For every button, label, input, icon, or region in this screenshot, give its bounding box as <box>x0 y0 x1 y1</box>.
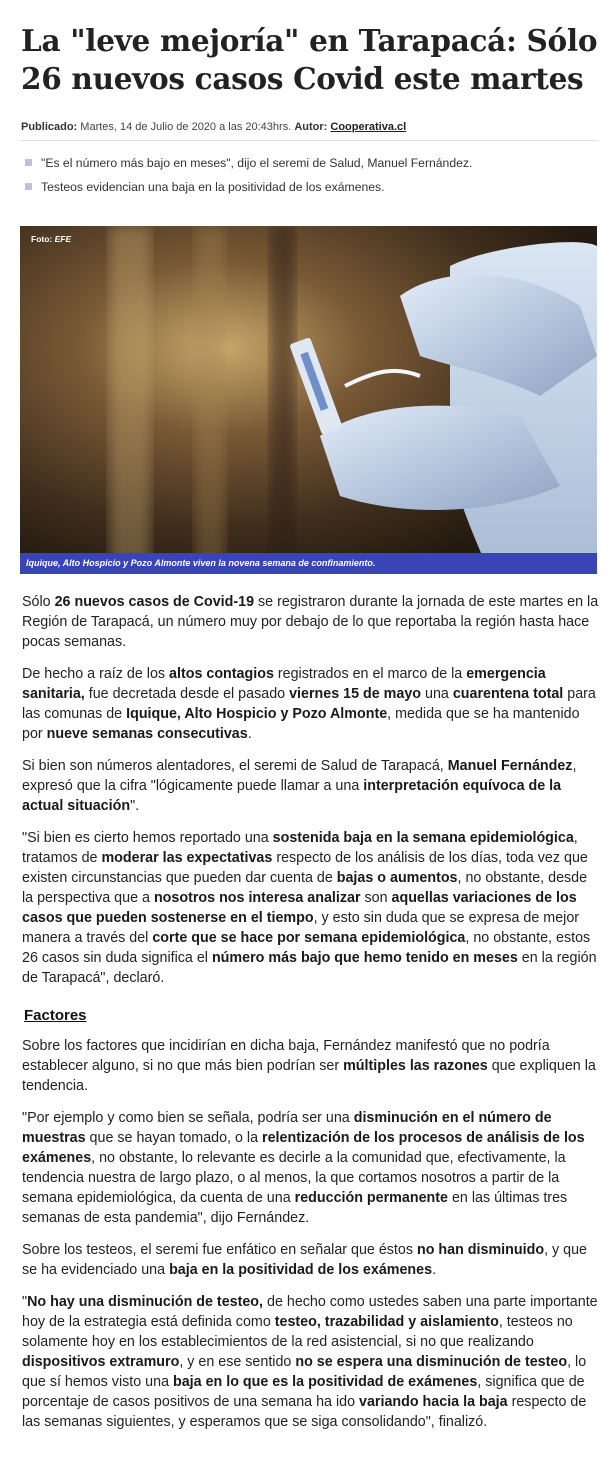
text-run: , significa que de porcentaje de casos positivos de una semana ha ido <box>22 1374 585 1410</box>
article-photo <box>20 226 597 574</box>
body-paragraphs-factores <box>22 1036 600 1432</box>
text-run: "Por ejemplo y como bien se señala, podría ser una <box>22 1110 354 1126</box>
section-heading: Factores <box>24 1007 87 1024</box>
bold-text: número más bajo que hemo tenido en meses <box>211 950 518 966</box>
body-paragraph <box>22 664 600 744</box>
bold-text: nueve semanas consecutivas <box>46 726 248 742</box>
text-run: son <box>360 890 392 906</box>
bold-text: sostenida baja en la semana epidemiológica <box>272 830 574 846</box>
text-run: registrados en el marco de la <box>273 666 467 682</box>
text-run: " <box>22 1294 28 1310</box>
bold-text: testeo, trazabilidad y aislamiento <box>274 1314 499 1330</box>
bold-text: no se espera una disminución de testeo <box>295 1354 568 1370</box>
summary-bullets <box>25 156 585 204</box>
text-run: , lo que sí hemos visto una <box>22 1354 587 1390</box>
text-run: . <box>247 726 252 742</box>
bold-text: múltiples las razones <box>343 1058 488 1074</box>
text-run: una <box>421 686 453 702</box>
bold-text: aquellas variaciones de los casos que pueden sostenerse en el tiempo <box>22 890 577 926</box>
bold-text: variando hacia la baja <box>359 1394 508 1410</box>
text-run: para las comunas de <box>22 686 596 722</box>
summary-bullet-text: "Es el número más bajo en meses", dijo el seremi de Salud, Manuel Fernández. <box>41 156 473 170</box>
bold-text: cuarentena total <box>452 686 564 702</box>
text-run: , expresó que la cifra "lógicamente puede llamar a una <box>22 758 577 794</box>
bold-text: dispositivos extramuro <box>22 1354 180 1370</box>
bold-text: altos contagios <box>169 666 274 682</box>
body-paragraph <box>22 1292 600 1432</box>
bold-text: interpretación equívoca de la actual situación <box>22 778 562 814</box>
text-run: , no obstante, estos 26 casos sin duda significa el <box>22 930 591 966</box>
bold-text: disminución en el número de muestras <box>22 1110 552 1146</box>
text-run: , y esto sin duda que se expresa de mejor manera a través del <box>22 910 580 946</box>
bold-text: bajas o aumentos <box>336 870 458 886</box>
photo-caption: Iquique, Alto Hospicio y Pozo Almonte viven la novena semana de confinamiento. <box>20 553 597 574</box>
text-run: respecto de los análisis de los días, toda vez que existen circunstancias que pueden dar cuenta de <box>22 850 588 886</box>
text-run: que expliquen la tendencia. <box>22 1058 596 1094</box>
body-paragraph <box>22 592 600 652</box>
summary-bullet <box>25 180 585 194</box>
bold-text: baja en la positividad de los exámenes <box>169 1262 433 1278</box>
summary-bullet <box>25 156 585 170</box>
text-run: . <box>432 1262 437 1278</box>
meta-divider <box>21 140 597 141</box>
text-run: Sobre los testeos, el seremi fue enfático en señalar que éstos <box>22 1242 417 1258</box>
text-run: en las últimas tres semanas de esta pandemia", dijo Fernández. <box>22 1190 568 1226</box>
text-run: se registraron durante la jornada de este martes en la Región de Tarapacá, un número muy por debajo de lo que reportaba la región hasta hace pocas semanas. <box>22 594 599 650</box>
bullet-square-icon <box>25 159 32 166</box>
author-link[interactable]: Cooperativa.cl <box>330 121 407 133</box>
bold-text: nosotros nos interesa analizar <box>153 890 361 906</box>
body-paragraph <box>22 828 600 988</box>
bold-text: moderar las expectativas <box>101 850 273 866</box>
bold-text: emergencia sanitaria, <box>22 666 546 702</box>
body-paragraph <box>22 1108 600 1228</box>
author-label: Autor: <box>294 121 328 133</box>
article-body <box>22 592 600 1444</box>
text-run: , testeos no solamente hoy en los establecimientos de la red asistencial, si no que realizando <box>22 1314 573 1350</box>
photo-credit: Foto: EFE <box>31 234 72 244</box>
text-run: de hecho como ustedes saben una parte importante hoy de la estrategia está definida como <box>22 1294 598 1330</box>
text-run: Sobre los factores que incidirían en dicha baja, Fernández manifestó que no podría establecer alguno, si no que más bien podrían ser <box>22 1038 550 1074</box>
text-run: Si bien son números alentadores, el seremi de Salud de Tarapacá, <box>22 758 448 774</box>
body-paragraph <box>22 1240 600 1280</box>
text-run: que se hayan tomado, o la <box>85 1130 263 1146</box>
published-date: Martes, 14 de Julio de 2020 a las 20:43hrs. <box>77 121 295 133</box>
bold-text: no han disminuido <box>416 1242 545 1258</box>
bold-text: Iquique, Alto Hospicio y Pozo Almonte <box>126 706 388 722</box>
bold-text: 26 nuevos casos de Covid-19 <box>54 594 255 610</box>
bold-text: corte que se hace por semana epidemiológica <box>152 930 466 946</box>
published-label: Publicado: <box>21 121 78 133</box>
text-run: , y en ese sentido <box>179 1354 296 1370</box>
body-paragraphs <box>22 592 600 988</box>
bold-text: relentización de los procesos de análisis de los exámenes <box>22 1130 585 1166</box>
text-run: respecto de las semanas siguientes, y esperamos que se siga consolidando", finalizó. <box>22 1394 587 1430</box>
article-meta <box>21 120 601 134</box>
body-paragraph <box>22 1036 600 1096</box>
text-run: De hecho a raíz de los <box>22 666 170 682</box>
text-run: fue decretada desde el pasado <box>84 686 290 702</box>
bold-text: No hay una disminución de testeo, <box>27 1294 264 1310</box>
bold-text: viernes 15 de mayo <box>289 686 422 702</box>
text-run: , no obstante, desde la perspectiva que a <box>22 870 588 906</box>
text-run: en la región de Tarapacá", declaró. <box>22 950 597 986</box>
body-paragraph <box>22 756 600 816</box>
text-run: , no obstante, lo relevante es decirle a la comunidad que, efectivamente, la tendencia nuestra de largo plazo, o al menos, la que cortamos nosotros a partir de la semana epidemiológica, da cuenta de una <box>22 1150 566 1206</box>
article-headline: La "leve mejoría" en Tarapacá: Sólo 26 nuevos casos Covid este martes <box>21 23 598 96</box>
summary-bullet-text: Testeos evidencian una baja en la positividad de los exámenes. <box>41 180 385 194</box>
bold-text: reducción permanente <box>294 1190 448 1206</box>
text-run: "Si bien es cierto hemos reportado una <box>22 830 273 846</box>
photo-image <box>20 226 597 574</box>
text-run: Sólo <box>22 594 55 610</box>
text-run: , medida que se ha mantenido por <box>22 706 580 742</box>
bold-text: baja en lo que es la positividad de exámenes <box>173 1374 478 1390</box>
bullet-square-icon <box>25 183 32 190</box>
text-run: ". <box>130 798 140 814</box>
text-run: , tratamos de <box>22 830 578 866</box>
text-run: , y que se ha evidenciado una <box>22 1242 587 1278</box>
bold-text: Manuel Fernández <box>447 758 573 774</box>
